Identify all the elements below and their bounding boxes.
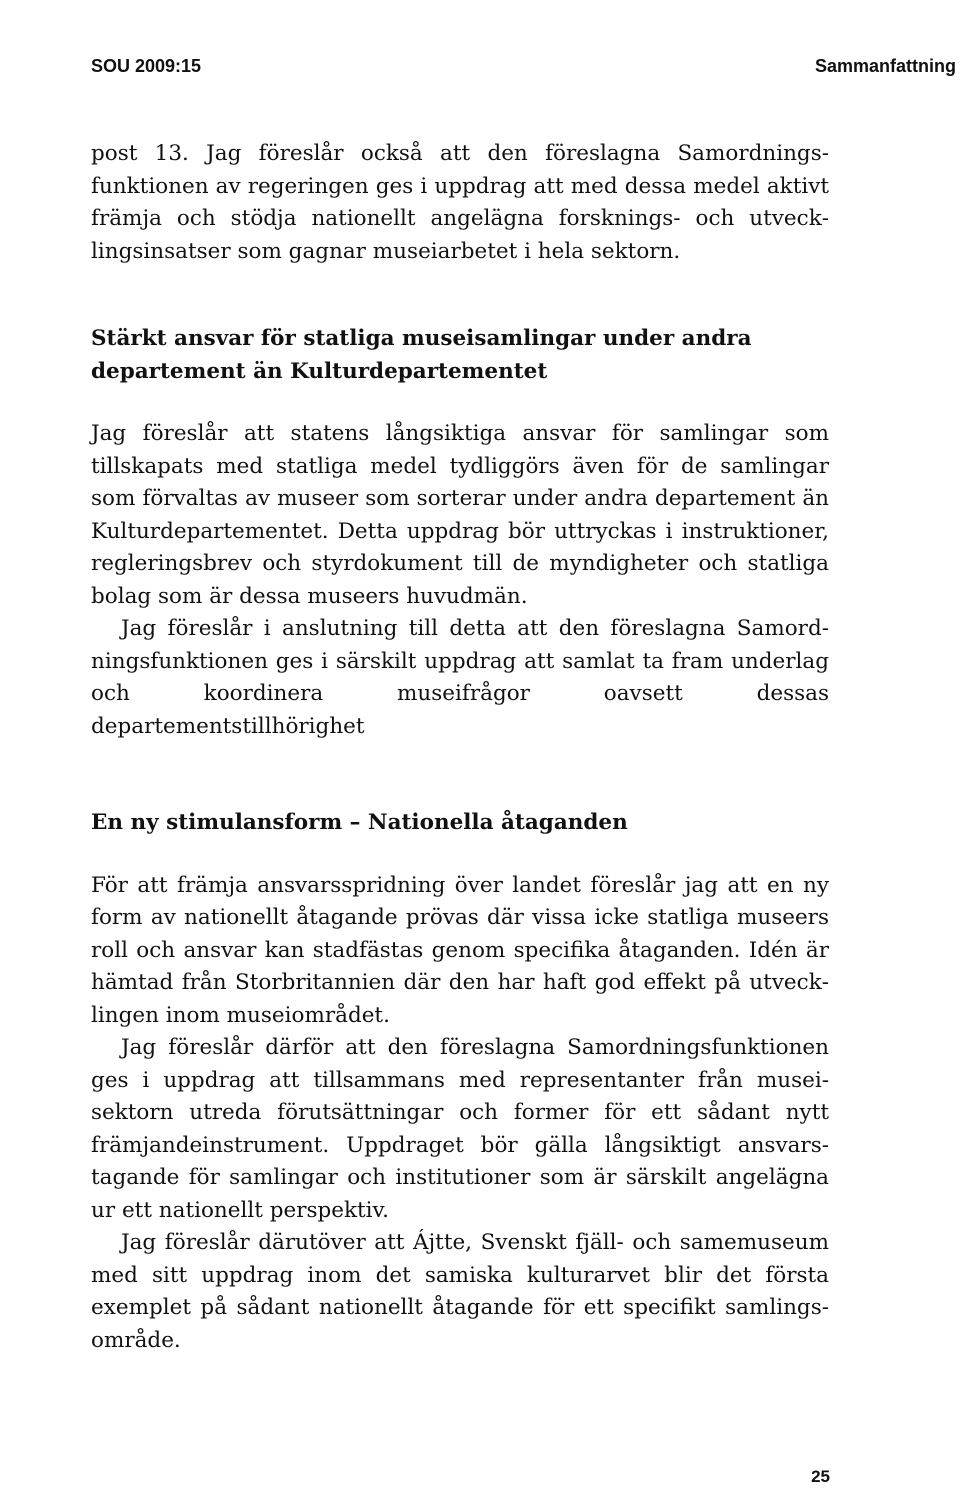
paragraph-intro: post 13. Jag föreslår också att den föreslagna Samordningsfunktionen av regeringen ges i uppdrag att med dessa medel aktivt främja och stödja nationellt angelägna forsknings- och utvecklingsinsatser som gagnar museiarbetet i hela sektorn.: [91, 141, 829, 264]
paragraph-assignment: Jag föreslår därför att den föreslagna Samordningsfunktionen ges i uppdrag att tillsammans med representanter från museisektorn utreda förutsättningar och former för ett sådant nytt främjandeinstrument. Uppdraget bör gälla långsiktigt ansvarstagande för samlingar och institutioner som är särskilt angelägna ur ett nationellt perspektiv.: [91, 1035, 829, 1223]
page-number: 25: [811, 1467, 830, 1486]
paragraph-coordination: Jag föreslår i anslutning till detta att den föreslagna Samordningsfunktionen ges i särskilt uppdrag att samlat ta fram underlag och koordinera museifrågor oavsett dessas departementstillhörighet: [91, 616, 829, 739]
report-number: SOU 2009:15: [91, 56, 202, 76]
paragraph-ajtte: Jag föreslår därutöver att Ájtte, Svenskt fjäll- och samemuseum med sitt uppdrag inom det samiska kulturarvet blir det första exemplet på sådant nationellt åtagande för ett specifikt samlingsområde.: [91, 1230, 829, 1353]
section-title: Sammanfattning: [814, 56, 956, 76]
page-body: [91, 138, 829, 1357]
section-heading-collections: Stärkt ansvar för statliga museisamlingar under andra departement än Kulturdepartementet: [91, 326, 752, 384]
section-heading-stimulus: En ny stimulansform – Nationella åtaganden: [91, 810, 628, 835]
paragraph-collections: Jag föreslår att statens långsiktiga ansvar för samlingar som tillskapats med statliga medel tydliggörs även för de samlingar som förvaltas av museer som sorterar under andra departement än Kulturdepartementet. Detta uppdrag bör uttryckas i instruktioner, regleringsbrev och styrdokument till de myndigheter och statliga bolag som är dessa museers huvudmän.: [91, 421, 829, 609]
running-header: [91, 56, 960, 86]
paragraph-national-commitment: För att främja ansvarsspridning över landet föreslår jag att en ny form av nationellt åtagande prövas där vissa icke statliga museers roll och ansvar kan stadfästas genom specifika åtaganden. Idén är hämtad från Storbritannien där den har haft god effekt på utvecklingen inom museiområdet.: [91, 872, 829, 1028]
